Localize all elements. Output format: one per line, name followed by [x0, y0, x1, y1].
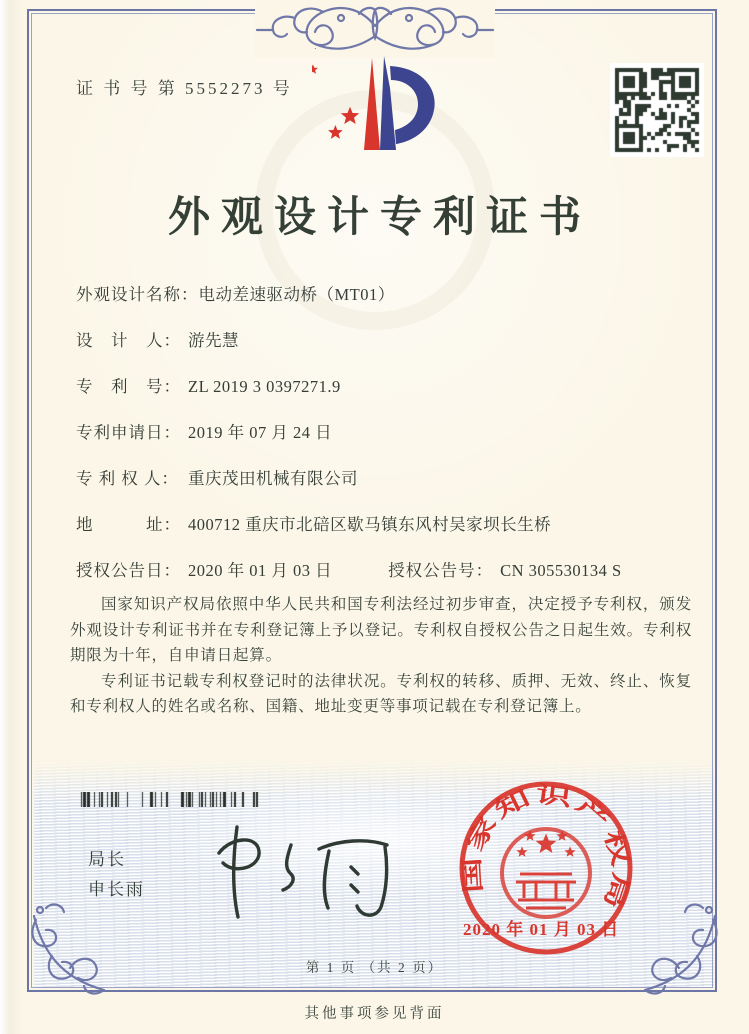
field-value: 电动差速驱动桥（MT01） — [198, 285, 395, 304]
legal-text — [70, 592, 692, 720]
field-label: 专 利 号： — [76, 377, 181, 396]
certificate-number: 证 书 号 第 5552273 号 — [76, 79, 293, 98]
cnipa-logo-icon — [312, 48, 452, 170]
field-value: 游先慧 — [188, 331, 239, 350]
field-label: 专 利 权 人： — [76, 469, 179, 488]
field-label: 专利申请日： — [76, 423, 181, 442]
field-label: 设 计 人： — [76, 331, 181, 350]
field-value: 2019 年 07 月 24 日 — [188, 423, 333, 442]
field-patentee — [76, 468, 696, 490]
page-number: 第 1 页 （共 2 页） — [305, 960, 444, 975]
field-address — [76, 514, 696, 536]
field-filing-date — [76, 422, 696, 444]
legal-paragraph-2: 专利证书记载专利权登记时的法律状况。专利权的转移、质押、无效、终止、恢复和专利权人的姓名或名称、国籍、地址变更等事项记载在专利登记簿上。 — [70, 672, 692, 715]
field-value: 2020 年 01 月 03 日 — [188, 561, 333, 580]
certificate-title: 外观设计专利证书 — [167, 195, 592, 241]
qr-code — [610, 63, 704, 157]
field-designer — [76, 330, 696, 352]
field-grant-date-and-number — [76, 560, 696, 582]
field-value2: CN 305530134 S — [500, 561, 622, 580]
field-patent-number — [76, 376, 696, 398]
field-value: 400712 重庆市北碚区歇马镇东风村吴家坝长生桥 — [188, 515, 552, 534]
seal-date: 2020 年 01 月 03 日 — [463, 920, 620, 939]
field-label2: 授权公告号： — [388, 561, 494, 580]
signer-title: 局长 — [88, 850, 126, 869]
signer-block — [88, 845, 145, 905]
back-note: 其他事项参见背面 — [304, 1006, 445, 1022]
field-label: 外观设计名称： — [76, 285, 199, 304]
signature — [195, 805, 415, 925]
field-value: ZL 2019 3 0397271.9 — [188, 377, 341, 396]
signer-name: 申长雨 — [88, 880, 145, 899]
seal-ring-text: 国家知识产权局 — [459, 781, 634, 902]
field-list — [76, 284, 696, 582]
field-value: 重庆茂田机械有限公司 — [188, 469, 358, 488]
field-label: 地 址： — [76, 515, 181, 534]
field-design-name — [76, 284, 696, 306]
field-label: 授权公告日： — [76, 561, 181, 580]
legal-paragraph-1: 国家知识产权局依照中华人民共和国专利法经过初步审查，决定授予专利权，颁发外观设计专利证书并在专利登记簿上予以登记。专利权自授权公告之日起生效。专利权期限为十年，自申请日起算。 — [70, 596, 692, 664]
